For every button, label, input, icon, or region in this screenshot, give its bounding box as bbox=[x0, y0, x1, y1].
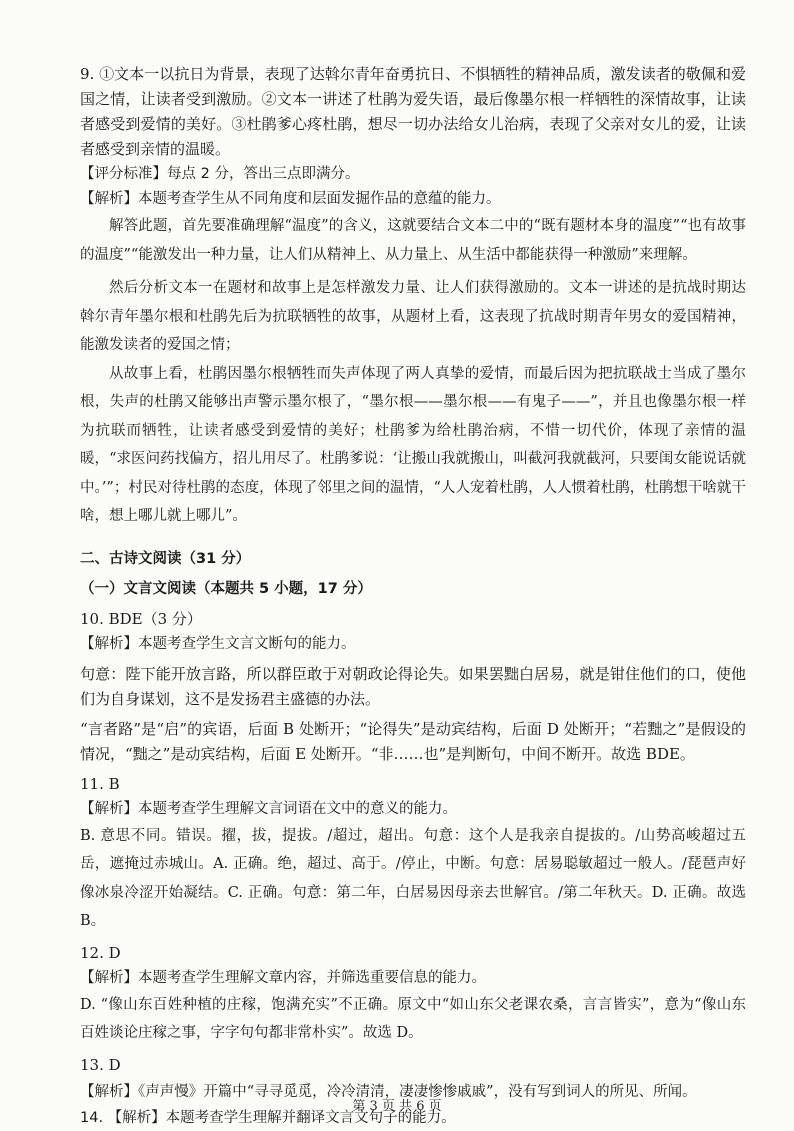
section-2-title: 二、古诗文阅读（31 分） bbox=[80, 550, 251, 567]
q9-analysis: 【解析】本题考查学生从不同角度和层面发掘作品的意蕴的能力。 bbox=[80, 191, 501, 207]
page-number-footer: 第 3 页 共 6 页 bbox=[352, 1099, 442, 1114]
q12-analysis: 【解析】本题考查学生理解文章内容，并筛选重要信息的能力。 bbox=[80, 969, 486, 986]
q9-paragraph-1: 解答此题，首先要准确理解“温度”的含义，这就要结合文本二中的“既有题材本身的温度”“也有故事的温度”“能激发出一种力量，让人们从精神上、从力量上、从生活中都能获得一种激励”来理解。 bbox=[80, 218, 746, 263]
q11-paragraph-1: B. 意思不同。错误。擢，拔，提拔。/超过，超出。句意：这个人是我亲自提拔的。/山势高峻超过五岳，遮掩过赤城山。A. 正确。绝，超过、高于。/停止，中断。句意：居易聪敏超过一般人。/琵琶声好像冰泉冷涩开始凝结。C. 正确。句意：第二年，白居易因母亲去世解官。/第二年秋天。D. 正确。故选 B。 bbox=[80, 827, 746, 929]
q13-paragraph-1: 【解析】《声声慢》开篇中“寻寻觅觅，冷冷清清，凄凄惨惨戚戚”，没有写到词人的所见、所闻。 bbox=[80, 1083, 697, 1100]
q12-answer: 12. D bbox=[80, 943, 121, 962]
q11-analysis: 【解析】本题考查学生理解文言词语在文中的意义的能力。 bbox=[80, 800, 457, 817]
q13-answer: 13. D bbox=[80, 1055, 121, 1074]
section-2-subtitle: （一）文言文阅读（本题共 5 小题，17 分） bbox=[80, 580, 372, 597]
q10-answer: 10. BDE（3 分） bbox=[80, 609, 202, 628]
q10-analysis: 【解析】本题考查学生文言文断句的能力。 bbox=[80, 635, 356, 652]
q14-paragraph-1: 14. 【解析】本题考查学生理解并翻译文言文句子的能力。 bbox=[80, 1110, 456, 1126]
q11-answer: 11. B bbox=[80, 774, 120, 793]
q9-answer: 9. ①文本一以抗日为背景，表现了达斡尔青年奋勇抗日、不惧牺牲的精神品质，激发读者的敬佩和爱国之情，让读者受到激励。②文本一讲述了杜鹃为爱失语，最后像墨尔根一样牺牲的深情故事，让读者感受到爱情的美好。③杜鹃爹心疼杜鹃，想尽一切办法给女儿治病，表现了父亲对女儿的爱，让读者感受到亲情的温暖。 bbox=[80, 65, 746, 158]
q10-paragraph-2: “言者路”是“启”的宾语，后面 B 处断开；“论得失”是动宾结构，后面 D 处断开；“若黜之”是假设的情况，“黜之”是动宾结构，后面 E 处断开。“非……也”是判断句，中间不断开。故选 BDE。 bbox=[80, 719, 746, 763]
q12-paragraph-1: D. “像山东百姓种植的庄稼，饱满充实”不正确。原文中“如山东父老课农桑，言言皆实”，意为“像山东百姓谈论庄稼之事，字字句句都非常朴实”。故选 D。 bbox=[80, 996, 746, 1041]
q10-paragraph-1: 句意：陛下能开放言路，所以群臣敢于对朝政论得论失。如果罢黜白居易，就是钳住他们的口，使他们为自身谋划，这不是发扬君主盛德的办法。 bbox=[80, 664, 746, 708]
q9-paragraph-2: 然后分析文本一在题材和故事上是怎样激发力量、让人们获得激励的。文本一讲述的是抗战时期达斡尔青年墨尔根和杜鹃先后为抗联牺牲的故事，从题材上看，这表现了抗战时期青年男女的爱国精神，能激发读者的爱国之情； bbox=[80, 280, 746, 353]
page-content bbox=[80, 62, 746, 1131]
q9-scoring: 【评分标准】每点 2 分，答出三点即满分。 bbox=[80, 166, 360, 182]
q9-paragraph-3: 从故事上看，杜鹃因墨尔根牺牲而失声体现了两人真挚的爱情，而最后因为把抗联战士当成了墨尔根，失声的杜鹃又能够出声警示墨尔根了，“墨尔根——墨尔根——有鬼子——”，并且也像墨尔根一样为抗联而牺牲，让读者感受到爱情的美好；杜鹃爹为给杜鹃治病，不惜一切代价，体现了亲情的温暖，“求医问药找偏方，招儿用尽了。杜鹃爹说：‘让搬山我就搬山，叫截河我就截河，只要闺女能说话就中。’”；村民对待杜鹃的态度，体现了邻里之间的温情，“人人宠着杜鹃，人人惯着杜鹃，杜鹃想干啥就干啥，想上哪儿就上哪儿”。 bbox=[80, 365, 746, 524]
